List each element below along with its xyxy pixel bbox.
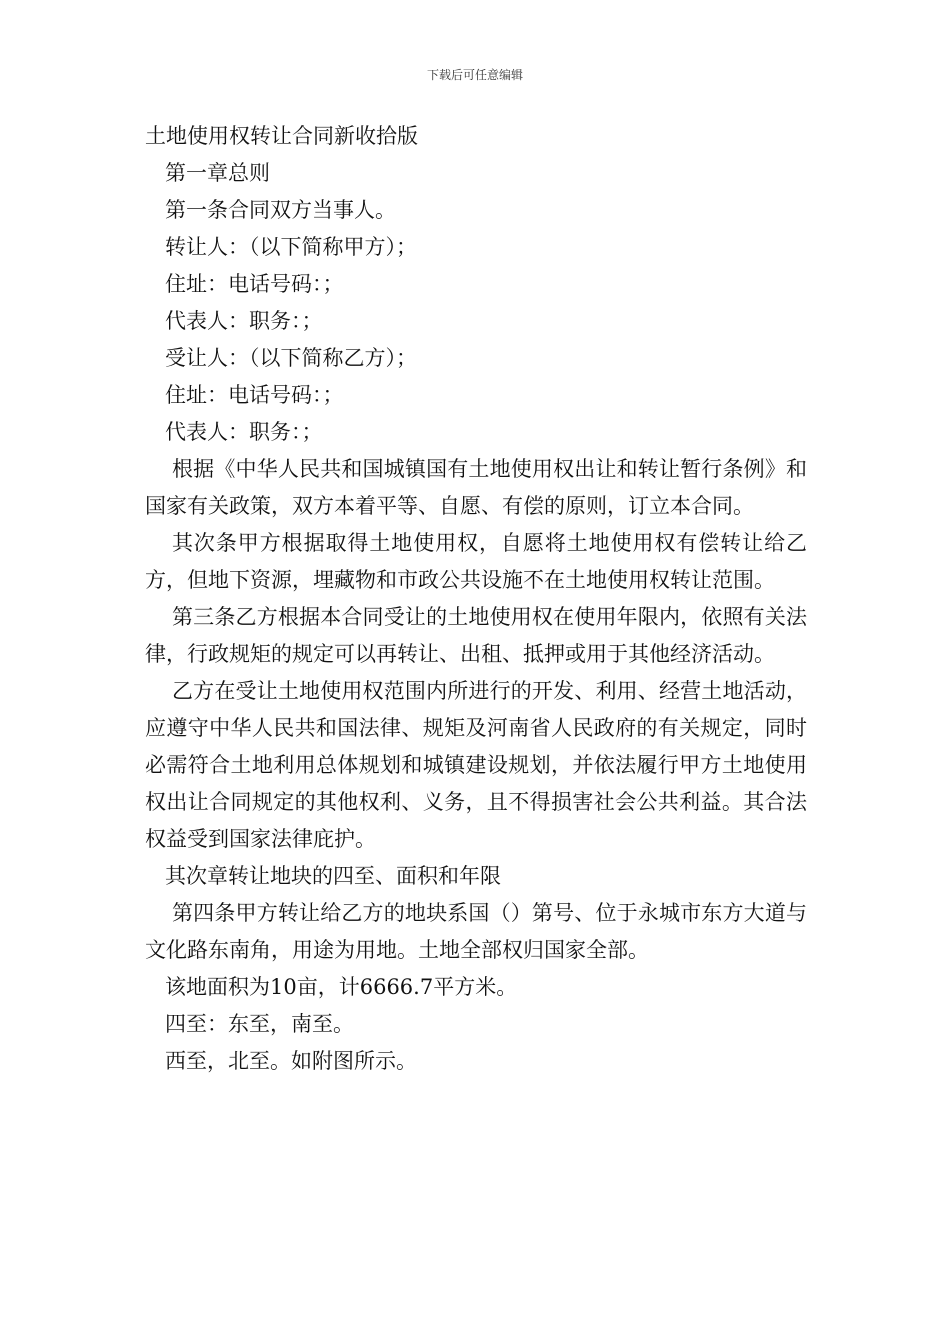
boundary-line: 西至，北至。如附图所示。: [165, 1049, 417, 1073]
paragraph: 第四条甲方转让给乙方的地块系国（）第号、位于永城市东方大道与文化路东南角，用途为用地。土地全部权归国家全部。: [145, 901, 807, 962]
party-line: 住址：电话号码：；: [165, 383, 344, 407]
paragraph: 第三条乙方根据本合同受让的土地使用权在使用年限内，依照有关法律，行政规矩的规定可以再转让、出租、抵押或用于其他经济活动。: [145, 605, 807, 666]
chapter-heading: 其次章转让地块的四至、面积和年限: [165, 864, 501, 888]
party-line: 住址：电话号码：；: [165, 272, 344, 296]
party-line: 转让人：（以下简称甲方）；: [165, 235, 417, 259]
paragraph: 其次条甲方根据取得土地使用权，自愿将土地使用权有偿转让给乙方，但地下资源，埋藏物和市政公共设施不在土地使用权转让范围。: [145, 531, 807, 592]
document-title: 土地使用权转让合同新收拾版: [145, 124, 418, 148]
boundary-line: 四至：东至，南至。: [165, 1012, 354, 1036]
area-line: 该地面积为10亩，计6666.7平方米。: [165, 975, 518, 999]
chapter-heading: 第一章总则: [165, 161, 270, 185]
party-line: 代表人：职务：；: [165, 309, 323, 333]
contract-body: [145, 118, 807, 1080]
party-line: 受让人：（以下简称乙方）；: [165, 346, 417, 370]
paragraph: 根据《中华人民共和国城镇国有土地使用权出让和转让暂行条例》和国家有关政策，双方本着平等、自愿、有偿的原则，订立本合同。: [145, 457, 807, 518]
article-line: 第一条合同双方当事人。: [165, 198, 396, 222]
page-header-note: 下载后可任意编辑: [426, 68, 523, 82]
paragraph: 乙方在受让土地使用权范围内所进行的开发、利用、经营土地活动，应遵守中华人民共和国法律、规矩及河南省人民政府的有关规定，同时必需符合土地利用总体规划和城镇建设规划，并依法履行甲方土地使用权出让合同规定的其他权利、义务，且不得损害社会公共利益。其合法权益受到国家法律庇护。: [145, 679, 807, 851]
party-line: 代表人：职务：；: [165, 420, 323, 444]
